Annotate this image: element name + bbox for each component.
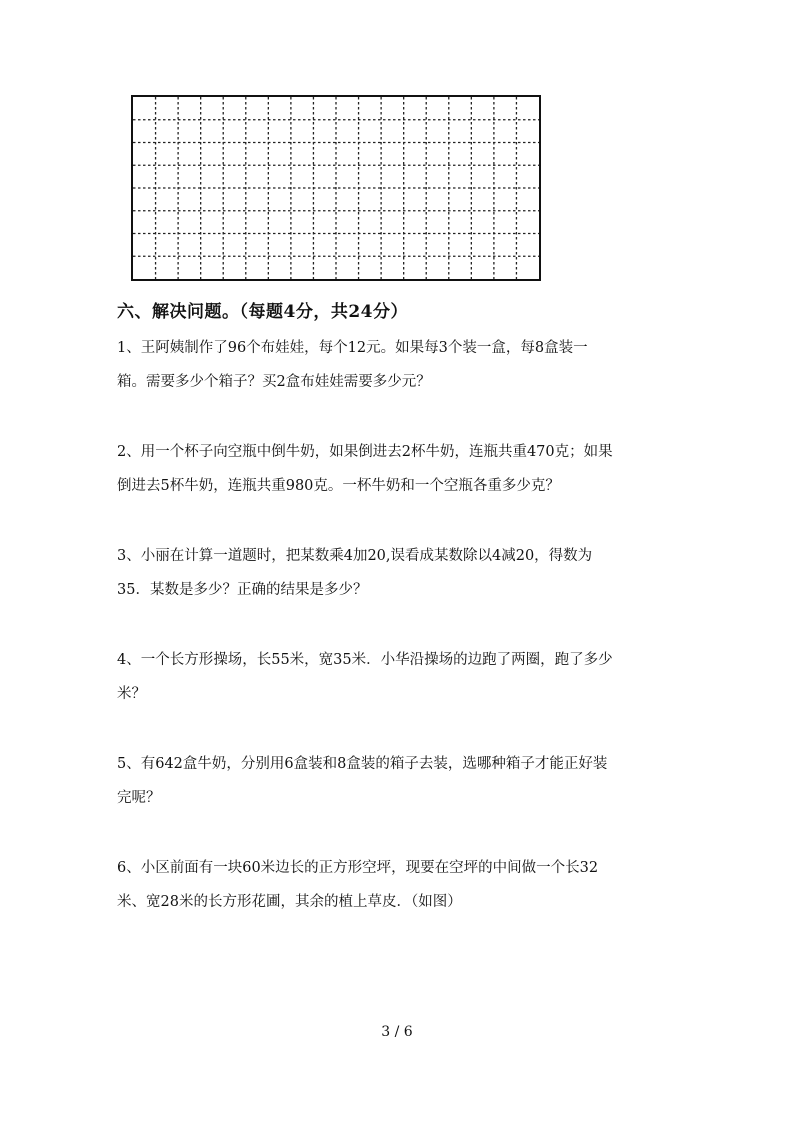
- question-3: [117, 539, 687, 607]
- question-3-line-1: 3、小丽在计算一道题时，把某数乘4加20,误看成某数除以4减20，得数为: [117, 548, 593, 564]
- question-4: [117, 643, 687, 711]
- question-4-line-2: 米？: [117, 686, 146, 702]
- question-6-line-1: 6、小区前面有一块60米边长的正方形空坪，现要在空坪的中间做一个长32: [117, 860, 599, 876]
- dotted-grid-drawing-area: [131, 95, 541, 281]
- question-5-line-2: 完呢？: [117, 790, 161, 806]
- question-4-line-1: 4、一个长方形操场，长55米，宽35米．小华沿操场的边跑了两圈，跑了多少: [117, 652, 613, 668]
- question-6: [117, 851, 687, 919]
- section-title: 六、解决问题。（每题4分，共24分）: [117, 302, 408, 322]
- question-2: [117, 435, 687, 503]
- question-2-line-1: 2、用一个杯子向空瓶中倒牛奶，如果倒进去2杯牛奶，连瓶共重470克；如果: [117, 444, 613, 460]
- dotted-grid: [133, 97, 539, 279]
- question-2-line-2: 倒进去5杯牛奶，连瓶共重980克。一杯牛奶和一个空瓶各重多少克？: [117, 478, 560, 494]
- question-5-line-1: 5、有642盒牛奶，分别用6盒装和8盒装的箱子去装，选哪种箱子才能正好装: [117, 756, 608, 772]
- question-1-line-2: 箱。需要多少个箱子？买2盒布娃娃需要多少元？: [117, 374, 431, 390]
- page-number: 3 / 6: [381, 1024, 413, 1040]
- question-1: [117, 331, 687, 399]
- question-3-line-2: 35．某数是多少？正确的结果是多少？: [117, 582, 368, 598]
- question-1-line-1: 1、王阿姨制作了96个布娃娃，每个12元。如果每3个装一盒，每8盒装一: [117, 340, 588, 356]
- question-6-line-2: 米、宽28米的长方形花圃，其余的植上草皮．（如图）: [117, 894, 462, 910]
- question-5: [117, 747, 687, 815]
